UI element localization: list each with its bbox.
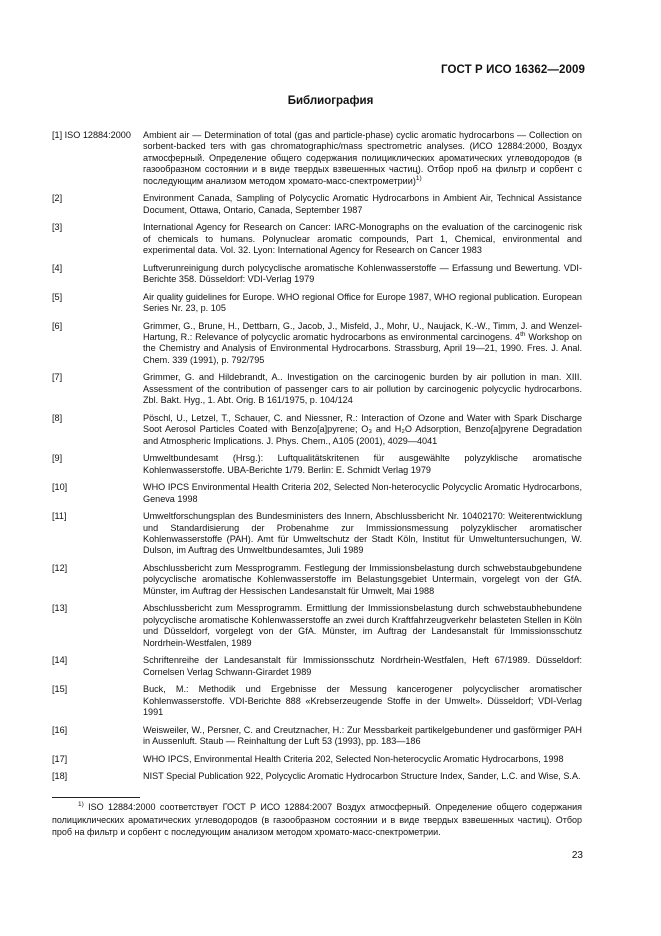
reference-number: [6] (52, 320, 63, 331)
reference-text: Schriftenreihe der Landesanstalt für Immissionsschutz Nordrhein-Westfalen, Heft 67/1989. Düsseldorf: Cornelsen Verlag Schwann-Girardet 1989 (143, 655, 582, 677)
reference-text: Grimmer, G. and Hildebrandt, A.. Investigation on the carcinogenic burden by air pollution in man. XIII. Assessment of the contribution of passenger cars to air pollution by carcinogenic polycyclic hydrocarbons. Zbl. Bakt. Hyg., 1. Abt. Orig. B 161/1975, p. 104/124 (143, 372, 582, 406)
reference-number: [8] (52, 412, 63, 423)
reference-text: Abschlussbericht zum Messprogramm. Festlegung der Immissionsbelastung durch schwebstaubgebundene polycyclische aromatische Kohlenwasserstoffe im Belastungsgebiet Untermain, vorgelegt von der GfA. Münster, im Auftrag der Hessischen Landesanstalt für Umwelt, Mai 1988 (143, 563, 582, 596)
reference-number: [12] (52, 563, 68, 574)
reference-number: [4] (52, 262, 63, 273)
reference-entry-7 (52, 372, 582, 406)
reference-number: [14] (52, 655, 68, 666)
reference-number: [3] (52, 222, 63, 233)
reference-entry-16 (52, 725, 582, 748)
reference-text: WHO IPCS, Environmental Health Criteria 202, Selected Non-heterocyclic Aromatic Hydrocarbons, 1998 (143, 753, 564, 764)
reference-text: Grimmer, G., Brune, H., Dettbarn, G., Jacob, J., Misfeld, J., Mohr, U., Naujack, K.-W., Timm, J. and Wenzel-Hartung, R.: Relevance of polycyclic aromatic hydrocarbons as environmental carcinogens. 4th Workshop on the Chemistry and Analysis of Environmental Hydrocarbons. Strassburg, April 19—21, 1990. Fres. J. Anal. Chem. 339 (1991), p. 792/795 (143, 320, 582, 365)
reference-text: International Agency for Research on Cancer: IARC-Monographs on the evaluation of the carcinogenic risk of chemicals to humans. Polynuclear aromatic compounds, Part 1, Chemical, environmental and experimental data. Vol. 32. Lyon: International Agency for Research on Cancer 1983 (143, 222, 582, 256)
reference-entry-14 (52, 655, 582, 678)
reference-number: [17] (52, 753, 68, 764)
reference-entry-10 (52, 482, 582, 505)
reference-entry-6 (52, 321, 582, 367)
reference-number: [18] (52, 771, 68, 782)
reference-text: Luftverunreinigung durch polycyclische aromatische Kohlenwasserstoffe — Erfassung und Bewertung. VDI-Berichte 358. Düsseldorf: VDI-Verlag 1979 (143, 262, 582, 285)
reference-text: Abschlussbericht zum Messprogramm. Ermittlung der Immissionsbelastung durch schwebstaubhebundene polycyclische aromatische Kohlenwasserstoffe an zwei durch Kraftfahrzeugverkehr belasteten Stellen in Köln und Düsseldorf, vorgelegt von der GfA. Münster, im Auftrag der Landesanstalt für Immissionsschutz Nordrhein-Westfalen, 1989 (143, 603, 582, 648)
reference-entry-17 (52, 754, 582, 765)
reference-entry-9 (52, 453, 582, 476)
reference-entry-8 (52, 413, 582, 447)
reference-text: Air quality guidelines for Europe. WHO regional Office for Europe 1987, WHO regional publication. European Series Nr. 23, p. 105 (143, 291, 582, 314)
footnote (52, 801, 582, 839)
reference-number: [9] (52, 453, 63, 464)
footnote-marker: 1) (78, 801, 84, 808)
reference-number: [10] (52, 482, 68, 493)
reference-text: Weisweiler, W., Persner, C. and Creutznacher, H.: Zur Messbarkeit partikelgebundener und gasförmiger PAH in Aussenluft. Staub — Reinhaltung der Luft 53 (1993), pp. 183—186 (143, 724, 582, 747)
reference-text: NIST Special Publication 922, Polycyclic Aromatic Hydrocarbon Structure Index, Sander, L.C. and Wise, S.A. (143, 771, 581, 782)
reference-text: Pöschl, U., Letzel, T., Schauer, C. and Niessner, R.: Interaction of Ozone and Water with Spark Discharge Soot Aerosol Particles Coated with Benzo[a]pyrene; O₃ and H₂O Adsorption, Benzo[a]pyrene Degradation and Atmospheric Implications. J. Phys. Chem., A105 (2001), 4029—4041 (143, 412, 582, 446)
reference-entry-1 (52, 130, 582, 187)
reference-number: [5] (52, 291, 63, 302)
reference-entry-3 (52, 222, 582, 256)
reference-text: WHO IPCS Environmental Health Criteria 202, Selected Non-heterocyclic Polycyclic Aromatic Hydrocarbons, Geneva 1998 (143, 482, 582, 504)
reference-text: Environment Canada, Sampling of Polycyclic Aromatic Hydrocarbons in Ambient Air, Technical Assistance Document, Ottawa, Ontario, Canada, September 1987 (143, 193, 582, 215)
reference-number: [13] (52, 603, 68, 614)
reference-entry-5 (52, 292, 582, 315)
reference-entry-12 (52, 563, 582, 597)
reference-number: [7] (52, 372, 63, 383)
reference-entry-15 (52, 684, 582, 718)
bibliography-list (52, 130, 582, 789)
reference-entry-11 (52, 511, 582, 557)
document-standard-header: ГОСТ Р ИСО 16362—2009 (440, 64, 585, 76)
reference-number: [16] (52, 724, 68, 735)
page-number: 23 (571, 850, 583, 861)
reference-text: Umweltforschungsplan des Bundesministers des Innern, Abschlussbericht Nr. 10402170: Weiterentwicklung und Standardisierung der Probenahme zur Immissionsmessung polyzyklischer aromatischer Kohlenwasserstoffe (PAH). Amt für Umweltschutz der Stadt Köln, Institut für Umweltuntersuchungen, W. Dulson, im Auftrag des Umweltbundesamtes, Juli 1989 (143, 511, 582, 556)
reference-number: [15] (52, 684, 68, 695)
reference-entry-2 (52, 193, 582, 216)
reference-entry-13 (52, 603, 582, 649)
reference-number: [11] (52, 511, 67, 522)
bibliography-title: Библиография (287, 95, 374, 107)
footnote-ref: 1) (415, 174, 422, 182)
reference-number: [1] ISO 12884:2000 (52, 130, 131, 140)
reference-text: Umweltbundesamt (Hrsg.): Luftqualitätskritenen für ausgewählte polyzyklische aromatische Kohlenwasserstoffe. UBA-Berichte 1/79. Berlin: E. Schmidt Verlag 1979 (143, 453, 582, 475)
reference-text: Ambient air — Determination of total (gas and particle-phase) cyclic aromatic hydrocarbons — Collection on sorbent-backed ters with gas chromatographic/mass spectrometric analyses. (ИСО 12884:2000, Воздух атмосферный. Определение общего содержания полициклических ароматических углеводородов (в газообразном состоянии и в виде твердых взвешенных частиц). Отбор проб на фильтр и сорбент с последующим анализом методом хромато-масс-спектрометрии)$^{1)}$ (143, 130, 582, 186)
reference-entry-18 (52, 771, 582, 782)
reference-text: Buck, M.: Methodik und Ergebnisse der Messung kancerogener polycyclischer aromatischer Kohlenwasserstoffe. VDI-Berichte 888 «Krebserzeugende Stoffe in der Umwelt». Düsseldorf; VDI-Verlag 1991 (143, 684, 582, 718)
reference-entry-4 (52, 263, 582, 286)
footnote-divider (52, 797, 140, 798)
reference-number: [2] (52, 193, 63, 204)
footnote-text: ISO 12884:2000 соответствует ГОСТ Р ИСО 12884:2007 Воздух атмосферный. Определение общего содержания полициклических ароматических углеводородов (в газообразном состоянии и в виде твердых взвешенных частиц). Отбор проб на фильтр и сорбент с последующим анализом методом хромато-масс-спектрометрии. (52, 802, 582, 838)
